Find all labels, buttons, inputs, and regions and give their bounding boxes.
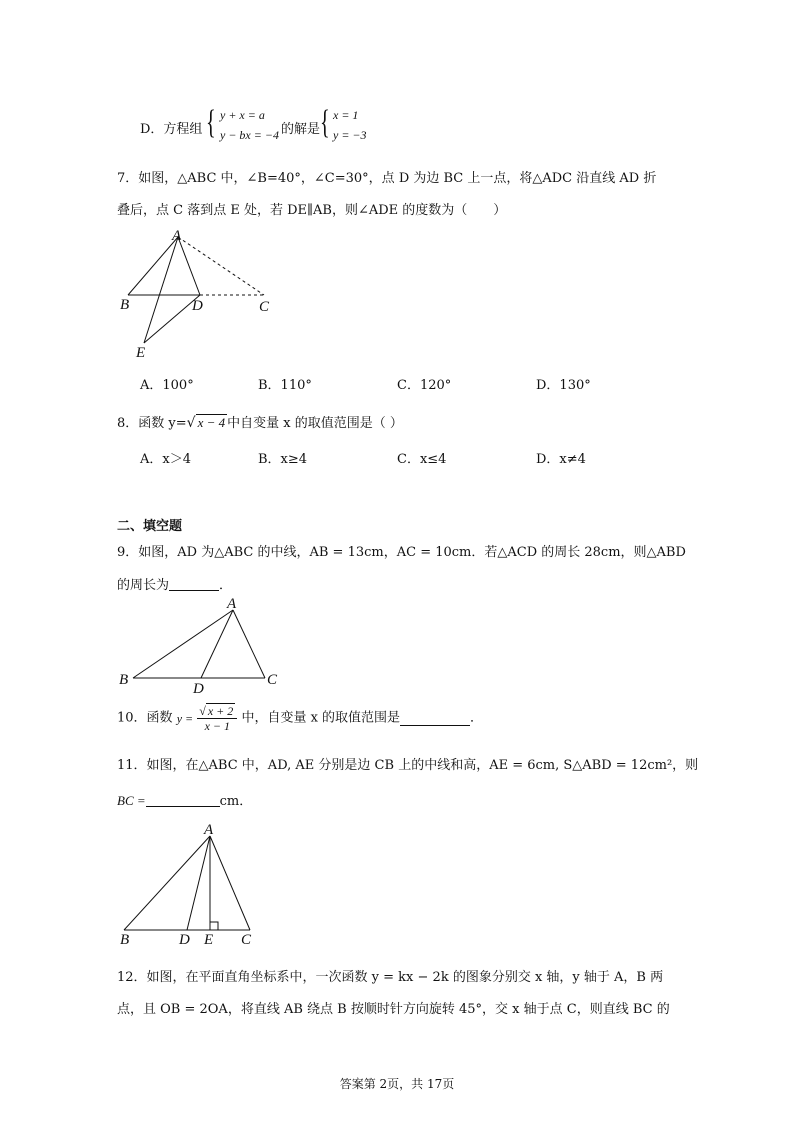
q8-stem: 8．函数 y=√ x − 4 中自变量 x 的取值范围是（ ） <box>117 415 403 431</box>
q7-label-d: D <box>192 298 203 314</box>
q11-label-d: D <box>179 932 190 948</box>
q11-figure <box>112 820 272 950</box>
q9-figure <box>115 594 285 694</box>
q7-label-e: E <box>136 345 146 361</box>
q7-label-b: B <box>120 297 130 313</box>
q6-option-d-label: D．方程组 <box>140 122 203 137</box>
q7-seg-ad <box>178 237 200 295</box>
q10-stem <box>117 704 483 733</box>
q7-option-d: D．130° <box>536 378 591 393</box>
q8-option-a: A．x＞4 <box>140 452 191 467</box>
q11-line-1: 11．如图，在△ABC 中，AD, AE 分别是边 CB 上的中线和高，AE = 6cm, S△ABD = 12cm²，则 <box>117 758 699 773</box>
q7-option-c: C．120° <box>397 378 452 393</box>
q8-radicand: x − 4 <box>197 415 226 430</box>
q7-option-b: B．110° <box>258 378 312 393</box>
section-2-title: 二、填空题 <box>117 519 183 534</box>
q12-line-1: 12．如图，在平面直角坐标系中，一次函数 y = kx − 2k 的图象分别交 x 轴，y 轴于 A，B 两 <box>117 970 664 985</box>
q6-solution-2: y = −3 <box>333 128 367 142</box>
q10-y-eq: y = <box>176 711 194 726</box>
q10-denominator: x − 1 <box>204 719 230 733</box>
q7-label-a: A <box>172 228 182 244</box>
q7-figure <box>112 225 282 365</box>
q9-seg-ac <box>233 610 265 678</box>
q7-line-2: 叠后，点 C 落到点 E 处，若 DE∥AB，则∠ADE 的度数为（ ） <box>117 203 507 218</box>
q10-end: ． <box>470 710 484 726</box>
q9-seg-ab <box>133 610 233 678</box>
q11-seg-ad <box>187 836 210 930</box>
q11-label-a: A <box>204 822 214 838</box>
q11-line-2 <box>117 790 252 809</box>
q11-line-2-prefix: BC = <box>117 793 146 808</box>
q11-seg-ac <box>210 836 250 930</box>
q8-option-b: B．x≥4 <box>258 452 308 467</box>
q6-left-brace: { <box>206 104 216 141</box>
q9-line-2-suffix: ． <box>219 578 233 593</box>
q8-option-c: C．x≤4 <box>397 452 447 467</box>
q9-line-2 <box>117 574 232 593</box>
q7-line-1: 7．如图，△ABC 中，∠B=40°，∠C=30°，点 D 为边 BC 上一点，将△ADC 沿直线 AD 折 <box>117 171 657 186</box>
q9-label-a: A <box>227 596 237 612</box>
q6-solution-1: x = 1 <box>333 108 359 122</box>
q11-label-c: C <box>241 932 252 948</box>
q11-line-2-suffix: cm． <box>219 794 253 809</box>
q10-numerator: x + 2 <box>207 704 234 718</box>
q10-suffix: 中，自变量 x 的取值范围是 <box>241 710 401 726</box>
q11-label-b: B <box>120 932 130 948</box>
q9-answer-blank <box>169 577 219 591</box>
q6-equation-2: y − bx = −4 <box>220 128 279 142</box>
q7-label-c: C <box>259 299 270 315</box>
q10-prefix: 10．函数 <box>117 710 173 726</box>
q6-mid-text: 的解是 <box>281 122 321 137</box>
q9-label-c: C <box>267 672 278 688</box>
q9-label-b: B <box>119 672 129 688</box>
q10-fraction: $\frac{√ x + 2}{x - 1}$ <box>197 704 237 733</box>
q7-option-a: A．100° <box>140 378 194 393</box>
q12-line-2: 点，且 OB = 2OA，将直线 AB 绕点 B 按顺时针方向旋转 45°，交 x 轴于点 C，则直线 BC 的 <box>117 1002 670 1017</box>
q7-seg-ab <box>128 237 178 295</box>
q8-prefix: 8．函数 y= <box>117 416 187 431</box>
q9-label-d: D <box>193 681 204 694</box>
q11-answer-blank <box>146 793 220 807</box>
q7-seg-ac-dashed <box>178 237 264 295</box>
page-footer: 答案第 2页，共 17页 <box>339 1077 455 1091</box>
q11-seg-ab <box>124 836 210 930</box>
q11-label-e: E <box>204 932 214 948</box>
q8-suffix: 中自变量 x 的取值范围是（ ） <box>227 416 403 431</box>
q6-equation-1: y + x = a <box>220 108 265 122</box>
q8-option-d: D．x≠4 <box>536 452 586 467</box>
q9-line-2-prefix: 的周长为 <box>117 578 170 593</box>
q7-seg-ae <box>144 237 178 343</box>
q11-right-angle-mark <box>210 922 218 930</box>
q9-seg-ad <box>201 610 233 678</box>
q9-line-1: 9．如图，AD 为△ABC 的中线，AB = 13cm，AC = 10cm．若△ACD 的周长 28cm，则△ABD <box>117 545 686 560</box>
q10-answer-blank <box>400 712 470 726</box>
q6-right-brace: { <box>320 104 330 141</box>
